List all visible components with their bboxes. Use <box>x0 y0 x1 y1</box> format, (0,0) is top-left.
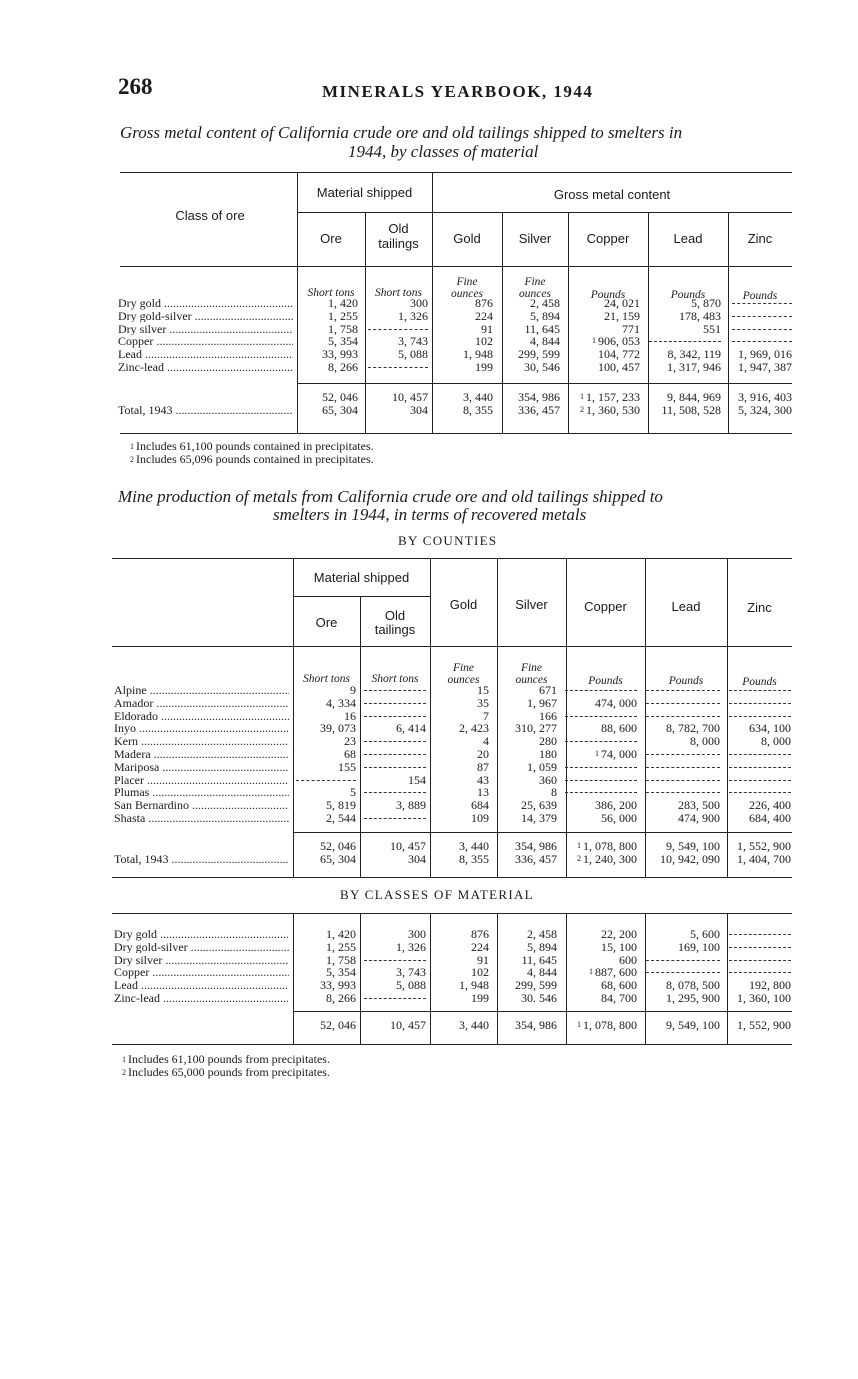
table2-county-row <box>0 684 858 697</box>
cell-ore: 1, 255 <box>328 308 358 323</box>
cell-silver: 8 <box>551 785 557 800</box>
cell-copper: 84, 700 <box>601 991 637 1005</box>
row-label: Mariposa ..... <box>114 761 289 774</box>
cell-ore: 1, 758 <box>328 321 358 336</box>
cell-copper: 22, 200 <box>601 927 637 941</box>
table2-county-row <box>0 748 858 761</box>
cell-gold: 91 <box>481 321 493 336</box>
cell-tail: 304 <box>408 852 426 866</box>
cell-ore: 52, 046 <box>322 390 358 404</box>
table2-unit-silver-1: Fine <box>520 662 543 674</box>
cell-zinc: 8, 000 <box>761 734 791 749</box>
cell-lead: 9, 549, 100 <box>666 839 720 853</box>
row-label: Dry gold-silver ..... <box>114 941 289 954</box>
cell-gold: 109 <box>471 811 489 825</box>
cell-copper: 474, 000 <box>595 695 637 710</box>
table2-county-row <box>0 697 858 710</box>
empty-cell-leader <box>729 748 791 755</box>
row-label: Lead ..... <box>114 979 289 992</box>
table1-header-ore: Ore <box>320 231 342 246</box>
cell-tail: 1, 326 <box>396 939 426 954</box>
table1-header-copper: Copper <box>586 231 630 246</box>
table1-title-line2: 1944, by classes of material <box>348 142 539 161</box>
cell-gold: 684 <box>471 798 489 813</box>
cell-gold: 3, 440 <box>463 390 493 404</box>
cell-gold: 3, 440 <box>459 1018 489 1032</box>
table2-header-ore: Ore <box>315 615 338 630</box>
cell-gold: 8, 355 <box>459 852 489 866</box>
cell-silver: 354, 986 <box>515 839 557 853</box>
empty-cell-leader <box>729 684 791 691</box>
cell-gold: 91 <box>477 952 489 967</box>
table2-unit-tailings: Short tons <box>371 673 419 685</box>
table1-header-silver: Silver <box>518 231 552 246</box>
table1-header-material: Material shipped <box>316 185 413 200</box>
cell-ore: 16 <box>344 708 356 723</box>
cell-copper: 88, 600 <box>601 721 637 736</box>
cell-lead: 1, 295, 900 <box>666 991 720 1005</box>
table1-footnote-1: $^1$ Includes 61,100 pounds contained in precipitates. <box>130 439 374 453</box>
footnote-mark: 1 <box>589 967 593 977</box>
running-title: MINERALS YEARBOOK, 1944 <box>322 82 594 101</box>
cell-gold: 3, 440 <box>459 839 489 853</box>
cell-silver: 310, 277 <box>515 721 557 736</box>
cell-silver: 25, 639 <box>521 798 557 813</box>
table1-unit-tailings: Short tons <box>375 287 422 299</box>
table2-title-line1: Mine production of metals from California crude ore and old tailings shipped to <box>118 487 663 506</box>
cell-silver: 360 <box>539 772 557 787</box>
empty-cell-leader <box>565 710 637 717</box>
cell-lead: 5, 600 <box>690 927 720 941</box>
cell-lead: 10, 942, 090 <box>660 852 720 866</box>
table2-header-zinc: Zinc <box>747 600 772 615</box>
cell-copper: $^1$ 1, 078, 800 <box>577 1018 637 1032</box>
row-label: Dry gold ..... <box>114 928 289 941</box>
table2-county-row <box>0 722 858 735</box>
page-number: 268 <box>118 74 153 99</box>
cell-gold: 102 <box>471 965 489 980</box>
cell-silver: 1, 967 <box>527 695 557 710</box>
table1-title-line1: Gross metal content of California crude ore and old tailings shipped to smelters in <box>120 123 683 142</box>
cell-silver: 5, 894 <box>530 308 560 323</box>
cell-ore: 8, 266 <box>326 991 356 1005</box>
cell-silver: 30. 546 <box>521 991 557 1005</box>
cell-ore: 1, 758 <box>326 952 356 967</box>
cell-zinc: 192, 800 <box>749 978 791 993</box>
cell-tail: 154 <box>408 772 426 787</box>
row-label: Dry gold ..... <box>118 297 293 310</box>
table1-header-gold: Gold <box>453 231 481 246</box>
table2-county-row <box>0 812 858 825</box>
cell-tail: 300 <box>410 296 428 310</box>
cell-zinc: 226, 400 <box>749 798 791 813</box>
row-label: Lead ..... <box>118 348 293 361</box>
table2-footnote-2: $^2$ Includes 65,000 pounds from precipitates. <box>122 1065 330 1079</box>
cell-copper: 15, 100 <box>601 939 637 954</box>
table2-subtitle-counties: BY COUNTIES <box>398 533 498 548</box>
empty-cell-leader <box>729 774 791 781</box>
row-label: Total, 1943 ..... <box>118 404 293 417</box>
footnote-mark: 1 <box>592 336 596 346</box>
table1-unit-zinc: Pounds <box>742 290 778 302</box>
cell-gold: 224 <box>471 939 489 954</box>
cell-ore: 52, 046 <box>320 1018 356 1032</box>
table1-header-tailings: tailings <box>378 236 419 251</box>
cell-silver: 299, 599 <box>515 978 557 993</box>
cell-copper: 600 <box>619 952 637 967</box>
row-label: Zinc-lead ..... <box>118 361 293 374</box>
cell-copper: 21, 159 <box>604 308 640 323</box>
cell-silver: 354, 986 <box>515 1018 557 1032</box>
cell-lead: 9, 844, 969 <box>667 390 721 404</box>
row-label: Total, 1943 ..... <box>114 853 289 866</box>
row-label: Copper ..... <box>118 335 293 348</box>
cell-tail: 10, 457 <box>390 839 426 853</box>
cell-lead: 8, 000 <box>690 734 720 749</box>
cell-ore: 1, 420 <box>326 927 356 941</box>
empty-cell-leader <box>729 928 791 935</box>
table2-subtitle-classes: BY CLASSES OF MATERIAL <box>340 887 534 902</box>
cell-zinc: 5, 324, 300 <box>738 403 792 417</box>
row-label: Inyo ..... <box>114 722 289 735</box>
cell-silver: 14, 379 <box>521 811 557 825</box>
cell-zinc: 1, 404, 700 <box>737 852 791 866</box>
cell-zinc: 1, 947, 387 <box>738 360 792 374</box>
empty-cell-leader <box>646 697 720 704</box>
cell-zinc: 634, 100 <box>749 721 791 736</box>
cell-copper: $^1$ 887, 600 <box>589 965 637 980</box>
footnote-mark: 1 <box>580 392 584 401</box>
cell-lead: 8, 078, 500 <box>666 978 720 993</box>
empty-cell-leader <box>565 774 637 781</box>
cell-silver: 2, 458 <box>530 296 560 310</box>
table2-county-row <box>0 710 858 723</box>
cell-ore: 65, 304 <box>320 852 356 866</box>
cell-lead: 178, 483 <box>679 308 721 323</box>
table2-unit-copper: Pounds <box>588 675 623 687</box>
cell-gold: 7 <box>483 708 489 723</box>
table2-class-row <box>0 992 858 1005</box>
cell-silver: 166 <box>539 708 557 723</box>
table2-class-total-row <box>0 1019 858 1032</box>
cell-ore: 23 <box>344 734 356 749</box>
cell-gold: 8, 355 <box>463 403 493 417</box>
cell-gold: 199 <box>471 991 489 1005</box>
table1-unit-lead: Pounds <box>670 289 706 301</box>
cell-lead: 1, 317, 946 <box>667 360 721 374</box>
table2-unit-gold-1: Fine <box>452 662 475 674</box>
cell-lead: 551 <box>703 321 721 336</box>
cell-silver: 4, 844 <box>530 334 560 349</box>
cell-copper: 104, 772 <box>598 347 640 362</box>
cell-ore: 5, 354 <box>326 965 356 980</box>
table1-header-zinc: Zinc <box>747 231 773 246</box>
table1-unit-ore: Short tons <box>307 287 355 299</box>
cell-ore: 5, 354 <box>328 334 358 349</box>
cell-tail: 1, 326 <box>398 308 428 323</box>
table1-header-old: Old <box>388 221 409 236</box>
cell-tail: 10, 457 <box>392 390 428 404</box>
empty-cell-leader <box>565 786 637 793</box>
table2-header-material: Material shipped <box>313 570 410 585</box>
cell-silver: 2, 458 <box>527 927 557 941</box>
table1-header-gross: Gross metal content <box>553 187 671 202</box>
cell-zinc: 1, 552, 900 <box>737 1018 791 1032</box>
empty-cell-leader <box>729 954 791 961</box>
cell-gold: 87 <box>477 759 489 774</box>
cell-copper: 68, 600 <box>601 978 637 993</box>
footnote-mark: 1 <box>595 749 599 758</box>
cell-zinc: 3, 916, 403 <box>738 390 792 404</box>
table2-county-total-row <box>0 840 858 853</box>
table2-unit-gold-2: ounces <box>447 674 480 686</box>
cell-ore: 33, 993 <box>322 347 358 362</box>
table1-unit-silver-2: ounces <box>519 288 551 300</box>
table2-unit-silver-2: ounces <box>515 674 548 686</box>
cell-ore: 155 <box>338 759 356 774</box>
table2-unit-zinc: Pounds <box>742 676 777 688</box>
cell-lead: 8, 782, 700 <box>666 721 720 736</box>
cell-copper: $^2$ 1, 240, 300 <box>577 852 637 866</box>
empty-cell-leader <box>646 774 720 781</box>
cell-gold: 876 <box>475 296 493 310</box>
cell-tail: 5, 088 <box>398 347 428 362</box>
cell-gold: 20 <box>477 747 489 761</box>
table2-county-row <box>0 735 858 748</box>
footnote-mark: 1 <box>577 1020 581 1029</box>
cell-copper: 386, 200 <box>595 798 637 813</box>
cell-zinc: 1, 969, 016 <box>738 347 792 362</box>
cell-ore: 9 <box>350 683 356 697</box>
table1-footnote-2: $^2$ Includes 65,096 pounds contained in precipitates. <box>130 452 374 466</box>
row-label: Madera ..... <box>114 748 289 761</box>
cell-ore: 5, 819 <box>326 798 356 813</box>
empty-cell-leader <box>729 966 791 973</box>
cell-silver: 336, 457 <box>518 403 560 417</box>
empty-cell-leader <box>565 684 637 691</box>
table2-unit-ore: Short tons <box>303 673 350 685</box>
cell-lead: 169, 100 <box>678 939 720 954</box>
cell-ore: 39, 073 <box>320 721 356 736</box>
empty-cell-leader <box>565 761 637 768</box>
cell-gold: 35 <box>477 695 489 710</box>
cell-gold: 1, 948 <box>463 347 493 362</box>
cell-lead: 9, 549, 100 <box>666 1018 720 1032</box>
cell-zinc: 1, 552, 900 <box>737 839 791 853</box>
table1-header-class: Class of ore <box>175 208 245 223</box>
cell-gold: 224 <box>475 308 493 323</box>
cell-ore: 68 <box>344 747 356 761</box>
row-label: Dry silver ..... <box>118 323 293 336</box>
empty-cell-leader <box>646 748 720 755</box>
cell-gold: 13 <box>477 785 489 800</box>
empty-cell-leader <box>646 710 720 717</box>
cell-zinc: 684, 400 <box>749 811 791 825</box>
table2-footnote-1: $^1$ Includes 61,100 pounds from precipitates. <box>122 1052 330 1066</box>
cell-tail: 3, 889 <box>396 798 426 813</box>
row-label: San Bernardino ..... <box>114 799 289 812</box>
cell-copper: $^1$ 906, 053 <box>592 334 640 349</box>
table2-title-line2: smelters in 1944, in terms of recovered metals <box>273 505 587 524</box>
cell-ore: 1, 255 <box>326 939 356 954</box>
cell-copper: $^2$ 1, 360, 530 <box>580 403 640 417</box>
empty-cell-leader <box>729 761 791 768</box>
table2-header-lead: Lead <box>671 599 701 614</box>
cell-gold: 15 <box>477 683 489 697</box>
cell-zinc: 1, 360, 100 <box>737 991 791 1005</box>
table1-header-lead: Lead <box>673 231 703 246</box>
table2-class-row <box>0 979 858 992</box>
row-label: Copper ..... <box>114 966 289 979</box>
table2-unit-lead: Pounds <box>668 675 704 687</box>
table2-header-copper: Copper <box>584 599 627 614</box>
cell-silver: 336, 457 <box>515 852 557 866</box>
row-label: Alpine ..... <box>114 684 289 697</box>
cell-ore: 8, 266 <box>328 360 358 374</box>
cell-silver: 299, 599 <box>518 347 560 362</box>
cell-copper: $^1$ 74, 000 <box>595 747 637 761</box>
empty-cell-leader <box>646 786 720 793</box>
empty-cell-leader <box>646 761 720 768</box>
table2-county-total-1943-row <box>0 853 858 866</box>
table2-header-gold: Gold <box>449 597 478 612</box>
row-label: Zinc-lead ..... <box>114 992 289 1005</box>
cell-ore: 2, 544 <box>326 811 356 825</box>
cell-lead: 283, 500 <box>678 798 720 813</box>
cell-ore: 33, 993 <box>320 978 356 993</box>
row-label: Kern ..... <box>114 735 289 748</box>
cell-gold: 1, 948 <box>459 978 489 993</box>
cell-ore: 65, 304 <box>322 403 358 417</box>
cell-silver: 1, 059 <box>527 759 557 774</box>
table2-county-row <box>0 786 858 799</box>
cell-ore: 4, 334 <box>326 695 356 710</box>
table2-county-row <box>0 761 858 774</box>
cell-ore: 1, 420 <box>328 296 358 310</box>
footnote-mark: 2 <box>580 405 584 414</box>
empty-cell-leader <box>729 941 791 948</box>
footnote-mark: 1 <box>577 841 581 850</box>
cell-tail: 5, 088 <box>396 978 426 993</box>
cell-copper: 24, 021 <box>604 296 640 310</box>
row-label: Shasta ..... <box>114 812 289 825</box>
cell-gold: 2, 423 <box>459 721 489 736</box>
cell-tail: 300 <box>408 927 426 941</box>
cell-tail: 6, 414 <box>396 721 426 736</box>
cell-copper: $^1$ 1, 157, 233 <box>580 390 640 404</box>
cell-tail: 3, 743 <box>398 334 428 349</box>
table2-county-row <box>0 774 858 787</box>
empty-cell-leader <box>729 697 791 704</box>
cell-silver: 11, 645 <box>521 952 557 967</box>
cell-gold: 102 <box>475 334 493 349</box>
table2-header-silver: Silver <box>515 597 548 612</box>
table2-county-row <box>0 799 858 812</box>
empty-cell-leader <box>729 710 791 717</box>
row-label: Dry gold-silver ..... <box>118 310 293 323</box>
cell-silver: 354, 986 <box>518 390 560 404</box>
table1-unit-copper: Pounds <box>590 289 626 301</box>
cell-lead: 11, 508, 528 <box>661 403 721 417</box>
cell-gold: 199 <box>475 360 493 374</box>
cell-gold: 876 <box>471 927 489 941</box>
table2-class-row <box>0 941 858 954</box>
table2-class-row <box>0 954 858 967</box>
cell-silver: 5, 894 <box>527 939 557 954</box>
cell-silver: 30, 546 <box>524 360 560 374</box>
row-label: Eldorado ..... <box>114 710 289 723</box>
cell-lead: 474, 900 <box>678 811 720 825</box>
empty-cell-leader <box>646 954 720 961</box>
cell-tail: 304 <box>410 403 428 417</box>
cell-copper: 56, 000 <box>601 811 637 825</box>
row-label: Plumas ..... <box>114 786 289 799</box>
table1-unit-silver-1: Fine <box>524 276 546 288</box>
cell-silver: 11, 645 <box>524 321 560 336</box>
cell-lead: 5, 870 <box>691 296 721 310</box>
empty-cell-leader <box>646 684 720 691</box>
table1-unit-gold-1: Fine <box>456 276 478 288</box>
table1-unit-gold-2: ounces <box>451 288 483 300</box>
table2-header-tailings: tailings <box>374 622 416 637</box>
cell-silver: 180 <box>539 747 557 761</box>
cell-lead: 8, 342, 119 <box>667 347 721 362</box>
row-label: Placer ..... <box>114 774 289 787</box>
cell-gold: 43 <box>477 772 489 787</box>
row-label: Dry silver ..... <box>114 954 289 967</box>
cell-silver: 4, 844 <box>527 965 557 980</box>
cell-ore: 52, 046 <box>320 839 356 853</box>
empty-cell-leader <box>729 786 791 793</box>
table2-class-row <box>0 928 858 941</box>
cell-ore: 5 <box>350 785 356 800</box>
table2-class-row <box>0 966 858 979</box>
cell-tail: 3, 743 <box>396 965 426 980</box>
cell-copper: 100, 457 <box>598 360 640 374</box>
cell-gold: 4 <box>483 734 489 749</box>
row-label: Amador ..... <box>114 697 289 710</box>
footnote-mark: 2 <box>577 854 581 863</box>
cell-copper: 771 <box>622 321 640 336</box>
table2-header-old: Old <box>384 608 406 623</box>
empty-cell-leader <box>646 966 720 973</box>
cell-silver: 671 <box>539 683 557 697</box>
cell-tail: 10, 457 <box>390 1018 426 1032</box>
cell-silver: 280 <box>539 734 557 749</box>
cell-copper: $^1$ 1, 078, 800 <box>577 839 637 853</box>
